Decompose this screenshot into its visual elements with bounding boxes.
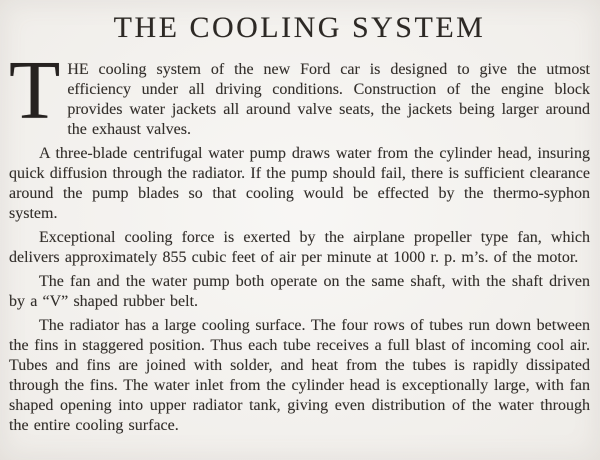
paragraph-water-pump: A three-blade centrifugal water pump draws water from the cylinder head, insuring quick diffusion through the radiator. If the pump should fail, there is sufficient clearance around the pump blades so that cooling would be effected by the thermo-syphon system. (9, 145, 590, 222)
body-text (9, 44, 590, 436)
paragraph-intro (9, 44, 590, 140)
paragraph-radiator: The radiator has a large cooling surface. The four rows of tubes run down between the fins in staggered position. Thus each tube receives a full blast of incoming cool air. Tubes and fins are joined with solder, and heat from the tubes is rapidly dissipated through the fins. The water inlet from the cylinder head is exceptionally large, with fan shaped opening into upper radiator tank, giving even distribution of the water through the entire cooling surface. (9, 317, 590, 434)
drop-cap: T (9, 44, 61, 137)
paragraph-shaft-belt: The fan and the water pump both operate on the same shaft, with the shaft driven by a “V” shaped rubber belt. (9, 273, 590, 310)
paragraph-intro-text: HE cooling system of the new Ford car is designed to give the utmost efficiency under all driving conditions. Construction of the engine block provides water jackets all around valve seats, the jackets being larger around the exhaust valves. (67, 61, 590, 138)
paragraph-fan: Exceptional cooling force is exerted by the airplane propeller type fan, which delivers approximately 855 cubic feet of air per minute at 1000 r. p. m’s. of the motor. (9, 229, 590, 266)
page-title: THE COOLING SYSTEM (113, 11, 486, 44)
